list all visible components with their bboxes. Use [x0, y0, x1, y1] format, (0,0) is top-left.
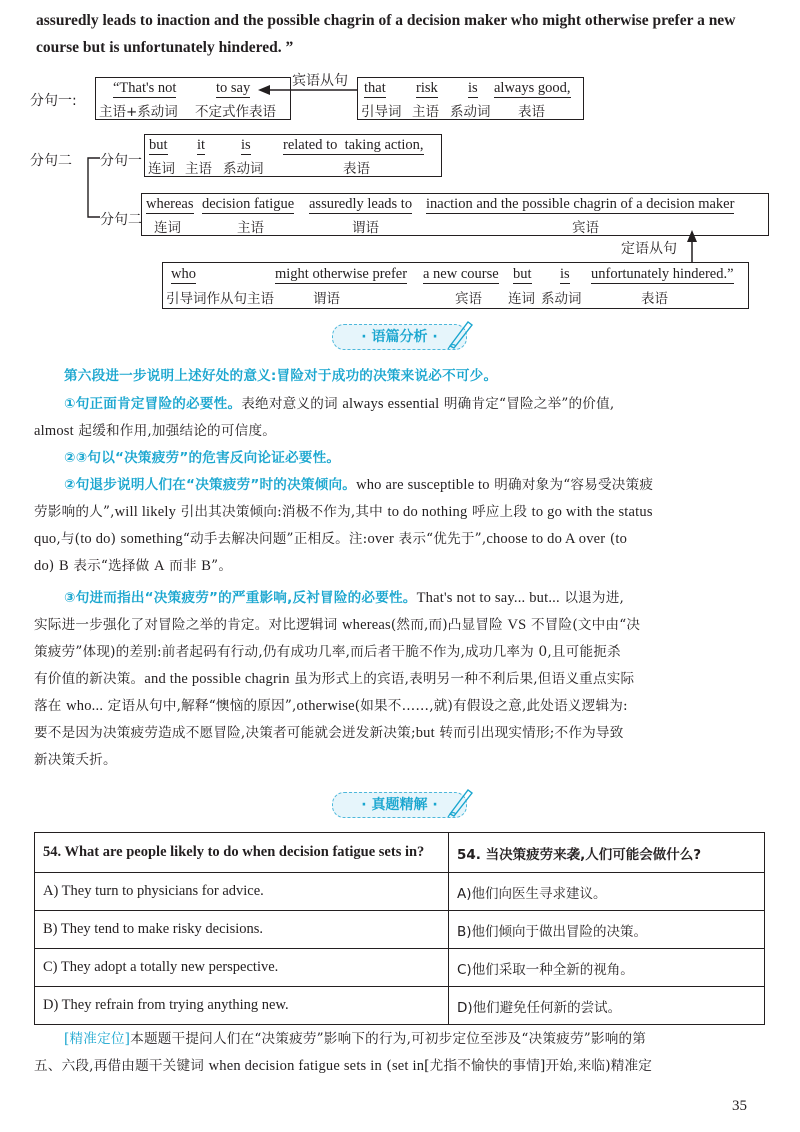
text: but: [415, 725, 435, 741]
word: to say: [216, 80, 251, 96]
word: is: [560, 266, 570, 282]
option-en: C) They adopt a totally new perspective.: [35, 949, 449, 987]
text: 五、六段,再借由题干关键词: [34, 1058, 209, 1074]
text: 表绝对意义的词: [241, 396, 343, 412]
text: B: [201, 558, 212, 574]
option-cn: A)他们向医生寻求建议。: [449, 873, 765, 911]
role: 不定式作表语: [195, 104, 276, 120]
word: it: [197, 137, 206, 153]
text: 本题题干提问人们在“决策疲劳”影响下的行为,可初步定位至涉及“决策疲劳”影响的第: [130, 1031, 647, 1047]
analysis-p1-line1: [64, 391, 768, 418]
p3-head: ②句退步说明人们在“决策疲劳”时的决策倾向。: [64, 477, 357, 493]
text: 明确对象为“容易受决策疲: [489, 477, 654, 493]
word: but: [513, 266, 532, 282]
text: “动手去解决问题”正相反。注:: [182, 531, 368, 547]
word: “That's not: [113, 80, 177, 96]
option-row: [35, 911, 765, 949]
text: almost: [34, 423, 74, 439]
text: 定语从句中,解释“懊恼的原因”,: [103, 698, 297, 714]
analysis-p1-line2: [34, 418, 276, 445]
text: (如果不……,就)有假设之意,此处语义逻辑为:: [354, 698, 628, 714]
analysis-p2-head: ②③句以“决策疲劳”的危害反向论证必要性。: [64, 450, 341, 466]
analysis-p3-line2: [34, 499, 653, 526]
text: 要不是因为决策疲劳造成不愿冒险,决策者可能就会迸发新决策;: [34, 725, 416, 741]
option-row: [35, 873, 765, 911]
option-row: [35, 949, 765, 987]
analysis-summary: 第六段进一步说明上述好处的意义:冒险对于成功的决策来说必不可少。: [64, 368, 498, 384]
word: might otherwise prefer: [275, 266, 408, 282]
analysis-heading-text: · 语篇分析 ·: [361, 329, 438, 345]
text: ”。: [211, 558, 233, 574]
text: 明确肯定“冒险之举”的价值,: [439, 396, 615, 412]
text: 虽为形式上的宾语,表明另一种不利后果,但语义重点实际: [289, 671, 635, 687]
text: always essential: [342, 396, 440, 412]
object-clause-label: 宾语从句: [292, 73, 348, 89]
option-cn: D)他们避免任何新的尝试。: [449, 987, 765, 1025]
text: will likely: [114, 504, 177, 520]
role: 系动词: [450, 104, 491, 120]
text: quo: [34, 531, 57, 547]
analysis-p4-line3: 策疲劳”体现)的差别:前者起码有行动,仍有成功几率,而后者干脆不作为,成功几率为 0,且可能扼杀: [34, 644, 621, 660]
text: 落在: [34, 698, 67, 714]
text: [尤指不愉快的事情]开始,来临)精准定: [424, 1058, 653, 1074]
word: related to taking action,: [283, 137, 424, 153]
explain-tag: [精准定位]: [64, 1031, 131, 1047]
role: 表语: [343, 161, 370, 177]
attributive-clause-label: 定语从句: [621, 241, 677, 257]
text: (然而,而)凸显冒险: [390, 617, 508, 633]
text: 实际进一步强化了对冒险之举的肯定。对比逻辑词: [34, 617, 342, 633]
text: something: [120, 531, 183, 547]
text: B: [58, 558, 69, 574]
role: 表语: [518, 104, 545, 120]
text: and the possible chagrin: [144, 671, 290, 687]
page-number: 35: [732, 1098, 747, 1114]
word: inaction and the possible chagrin of a decision maker: [426, 196, 735, 212]
analysis-p3-line1: [64, 472, 653, 499]
role: 引导词作从句主语: [166, 291, 274, 307]
text: 以退为进,: [559, 590, 625, 606]
role: 连词: [154, 220, 181, 236]
word: but: [149, 137, 168, 153]
option-row: [35, 987, 765, 1025]
text: who...: [66, 698, 104, 714]
role: 表语: [641, 291, 668, 307]
analysis-p4-line7: 新决策夭折。: [34, 752, 117, 768]
text: choose to do A over: [486, 531, 606, 547]
text: who are susceptible to: [356, 477, 490, 493]
word: unfortunately hindered.”: [591, 266, 734, 282]
option-en: D) They refrain from trying anything new.: [35, 987, 449, 1025]
role: 宾语: [572, 220, 599, 236]
role: 连词: [148, 161, 175, 177]
option-cn: C)他们采取一种全新的视角。: [449, 949, 765, 987]
word: is: [241, 137, 251, 153]
text: otherwise: [296, 698, 355, 714]
analysis-p4-line5: [34, 693, 628, 720]
explain-line-1: [64, 1026, 646, 1053]
role: 系动词: [541, 291, 582, 307]
word: who: [171, 266, 196, 282]
text: 不冒险(文中由“决: [526, 617, 641, 633]
question-table: [34, 832, 765, 1025]
word: decision fatigue: [202, 196, 295, 212]
text: (: [605, 531, 616, 547]
text: 呼应上段: [467, 504, 532, 520]
text: to do nothing: [387, 504, 468, 520]
role: 谓语: [352, 220, 379, 236]
analysis-p4-line2: [34, 612, 640, 639]
word: is: [468, 80, 478, 96]
text: VS: [507, 617, 527, 633]
box-who-clause: [162, 262, 749, 309]
role: 系动词: [223, 161, 264, 177]
text: 而非: [164, 558, 202, 574]
sub-clause-2-label: 分句二: [100, 212, 142, 228]
sub-clause-1-label: 分句一: [100, 153, 142, 169]
text: ): [110, 531, 121, 547]
role: 宾语: [455, 291, 482, 307]
question-cn: 54. 当决策疲劳来袭,人们可能会做什么?: [449, 833, 765, 873]
text: when decision fatigue sets in: [208, 1058, 382, 1074]
intro-line-2: course but is unfortunately hindered. ”: [36, 39, 294, 56]
quiz-heading-text: · 真题精解 ·: [361, 797, 438, 813]
word: that: [364, 80, 386, 96]
analysis-p3-line3: [34, 526, 627, 553]
role: 谓语: [313, 291, 340, 307]
analysis-p4-line1: [64, 585, 624, 612]
word: whereas: [146, 196, 194, 212]
p1-head: ①句正面肯定冒险的必要性。: [64, 396, 242, 412]
text: That's not to say... but...: [416, 590, 560, 606]
p4-head: ③句进而指出“决策疲劳”的严重影响,反衬冒险的必要性。: [64, 590, 417, 606]
word: assuredly leads to: [309, 196, 413, 212]
text: do: [34, 558, 49, 574]
text: 有价值的新决策。: [34, 671, 145, 687]
box-but-clause: [144, 134, 442, 177]
role: 引导词: [361, 104, 402, 120]
word: a new course: [423, 266, 499, 282]
text: to do: [80, 531, 111, 547]
question-en: 54. What are people likely to do when decision fatigue sets in?: [35, 833, 449, 873]
word: always good,: [494, 80, 571, 96]
text: set in: [391, 1058, 425, 1074]
pen-icon: [446, 316, 474, 350]
box-main-clause: [95, 77, 291, 120]
text: 引出其决策倾向:消极不作为,其中: [176, 504, 388, 520]
role: 连词: [508, 291, 535, 307]
role: 主语: [412, 104, 439, 120]
text: 表示“优先于”,: [394, 531, 487, 547]
word: risk: [416, 80, 438, 96]
analysis-p3-line4: [34, 553, 232, 580]
box-whereas-clause: [141, 193, 769, 236]
text: A: [153, 558, 165, 574]
box-object-clause: [357, 77, 584, 120]
text: ): [48, 558, 59, 574]
analysis-p4-line6: [34, 720, 624, 747]
analysis-p4-line4: [34, 666, 634, 693]
option-en: B) They tend to make risky decisions.: [35, 911, 449, 949]
intro-line-1: assuredly leads to inaction and the possible chagrin of a decision maker who might otherwise prefer a new: [36, 12, 736, 29]
role: 主语: [237, 220, 264, 236]
text: to: [615, 531, 628, 547]
role: 主语: [185, 161, 212, 177]
option-cn: B)他们倾向于做出冒险的决策。: [449, 911, 765, 949]
text: 劳影响的人”,: [34, 504, 115, 520]
clause-1-label: 分句一:: [30, 93, 77, 109]
role: 主语+系动词: [99, 104, 178, 120]
question-row: [35, 833, 765, 873]
explain-line-2: [34, 1053, 652, 1080]
pen-icon: [446, 784, 474, 818]
text: over: [367, 531, 395, 547]
option-en: A) They turn to physicians for advice.: [35, 873, 449, 911]
clause-2-label: 分句二: [30, 153, 72, 169]
text: 转而引出现实情形;不作为导致: [434, 725, 624, 741]
text: to go with the status: [531, 504, 653, 520]
text: 起缓和作用,加强结论的可信度。: [73, 423, 277, 439]
text: (: [381, 1058, 392, 1074]
text: whereas: [341, 617, 391, 633]
text: ,与(: [56, 531, 81, 547]
text: 表示“选择做: [68, 558, 154, 574]
